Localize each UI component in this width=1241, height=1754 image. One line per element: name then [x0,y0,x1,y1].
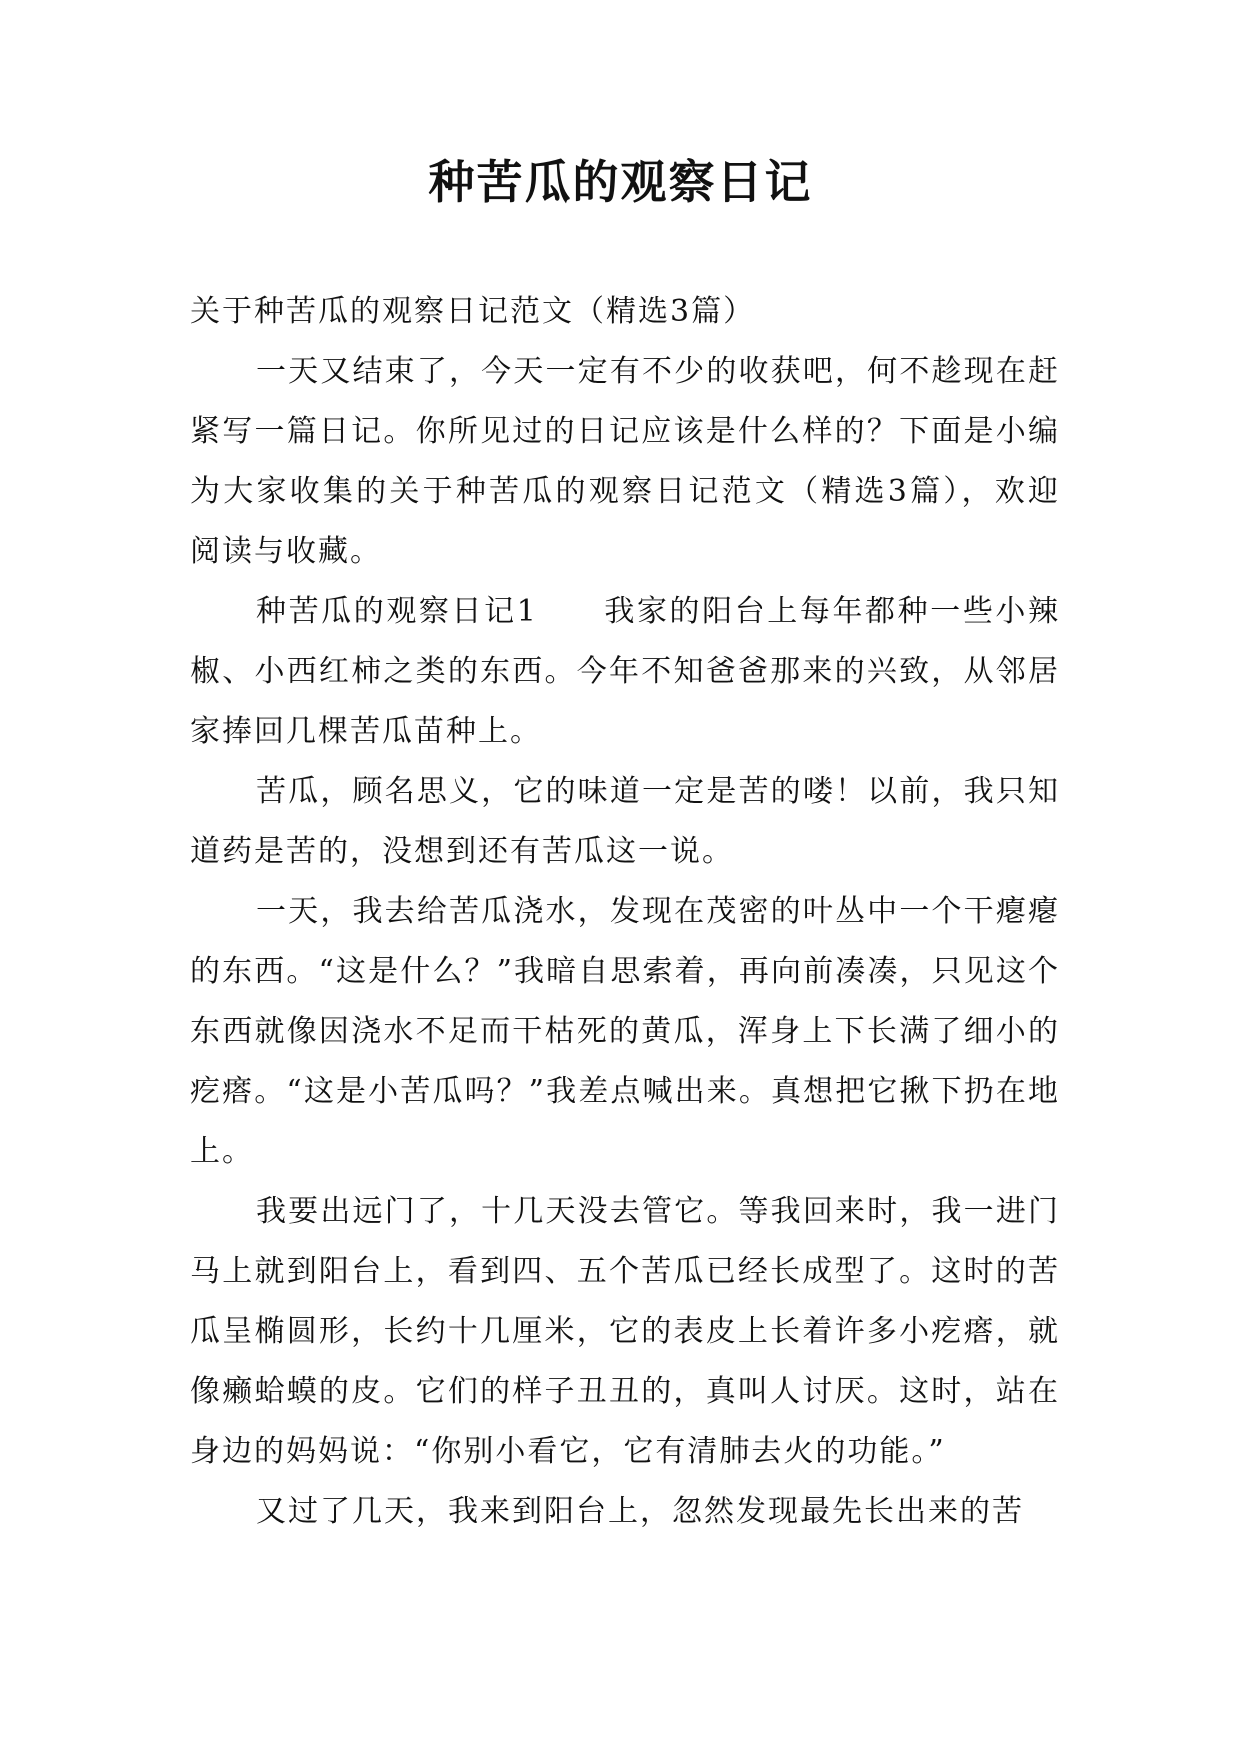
body-paragraph: 一天，我去给苦瓜浇水，发现在茂密的叶丛中一个干瘪瘪的东西。“这是什么？”我暗自思索着，再向前凑凑，只见这个东西就像因浇水不足而干枯死的黄瓜，浑身上下长满了细小的疙瘩。“这是小苦瓜吗？”我差点喊出来。真想把它揪下扔在地上。 [190,894,1060,1169]
section1-heading: 种苦瓜的观察日记1 [256,594,538,629]
subtitle: 关于种苦瓜的观察日记范文（精选3篇） [190,294,756,329]
body-paragraph: 又过了几天，我来到阳台上，忽然发现最先长出来的苦 [256,1494,1024,1529]
section1-paragraph [190,582,1060,762]
body-paragraph: 我要出远门了，十几天没去管它。等我回来时，我一进门马上就到阳台上，看到四、五个苦瓜已经长成型了。这时的苦瓜呈椭圆形，长约十几厘米，它的表皮上长着许多小疙瘩，就像癞蛤蟆的皮。它们的样子丑丑的，真叫人讨厌。这时，站在身边的妈妈说：“你别小看它，它有清肺去火的功能。” [190,1194,1060,1469]
page-title: 种苦瓜的观察日记 [428,155,813,209]
intro-paragraph: 一天又结束了，今天一定有不少的收获吧，何不趁现在赶紧写一篇日记。你所见过的日记应该是什么样的？下面是小编为大家收集的关于种苦瓜的观察日记范文（精选3篇），欢迎阅读与收藏。 [190,354,1060,569]
body-paragraph: 苦瓜，顾名思义，它的味道一定是苦的喽！以前，我只知道药是苦的，没想到还有苦瓜这一说。 [190,774,1060,869]
document-body [190,282,1060,1542]
section1-first-text: 我家的阳台上每年都种一些小辣椒、小西红柿之类的东西。今年不知爸爸那来的兴致，从邻居家捧回几棵苦瓜苗种上。 [190,594,1060,749]
